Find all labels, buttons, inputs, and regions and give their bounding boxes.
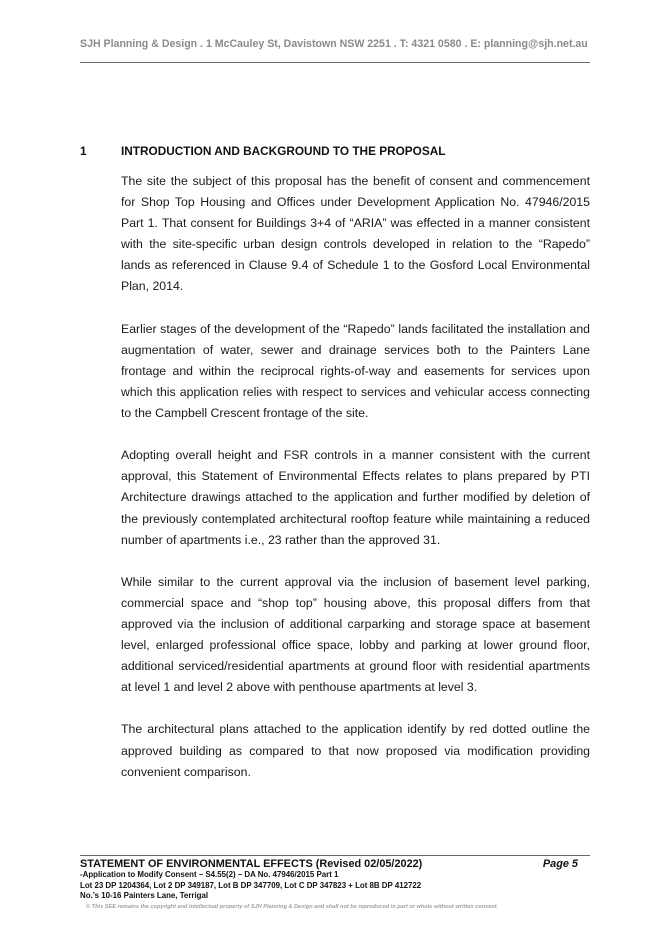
header-divider [80,62,590,63]
footer-divider [80,855,590,856]
paragraph-4: While similar to the current approval via the inclusion of basement level parking, commercial space and “shop top” housing above, this proposal differs from that approved via the inclusion of additional carparking and storage space at basement level, enlarged professional office space, lobby and parking at lower ground floor, additional serviced/residential apartments at ground floor with residential apartments at level 1 and level 2 above with penthouse apartments at level 3. [121,574,590,695]
page-footer [80,858,590,902]
paragraph-2: Earlier stages of the development of the “Rapedo” lands facilitated the installation and augmentation of water, sewer and drainage services both to the Painters Lane frontage and within the reciprocal rights-of-way and easements for services upon which this application relies with respect to services and vehicular access connecting to the Campbell Crescent frontage of the site. [121,321,590,421]
page-number: Page 5 [542,858,578,870]
paragraph-3: Adopting overall height and FSR controls in a manner consistent with the current approval, this Statement of Environmental Effects relates to plans prepared by PTI Architecture drawings attached to the application and further modified by deletion of the previously contemplated architectural rooftop feature while maintaining a reduced number of apartments i.e., 23 rather than the approved 31. [121,448,590,547]
footer-title: STATEMENT OF ENVIRONMENTAL EFFECTS (Revised 02/05/2022) [80,858,423,870]
body-text [121,171,590,804]
copyright-notice: © This SEE remains the copyright and intellectual property of SJH Planning & Design and shall not be reproduced in part or whole without written consent. [86,904,499,910]
footer-address-line: No.’s 10-16 Painters Lane, Terrigal [80,891,209,900]
paragraph-1: The site the subject of this proposal has the benefit of consent and commencement for Shop Top Housing and Offices under Development Application No. 47946/2015 Part 1. That consent for Buildings 3+4 of “ARIA” was effected in a manner consistent with the site-specific urban design controls developed in relation to the “Rapedo” lands as referenced in Clause 9.4 of Schedule 1 to the Gosford Local Environmental Plan, 2014. [121,174,590,294]
footer-lots-line: Lot 23 DP 1204364, Lot 2 DP 349187, Lot B DP 347709, Lot C DP 347823 + Lot 8B DP 412722 [80,880,422,890]
paragraph-5: The architectural plans attached to the application identify by red dotted outline the approved building as compared to that now proposed via modification providing convenient comparison. [121,722,590,779]
section-title: INTRODUCTION AND BACKGROUND TO THE PROPOSAL [121,144,446,158]
page-header: SJH Planning & Design . 1 McCauley St, Davistown NSW 2251 . T: 4321 0580 . E: planning@sjh.net.au [80,38,588,50]
footer-application-line: -Application to Modify Consent – S4.55(2) – DA No. 47946/2015 Part 1 [80,870,339,879]
section-number: 1 [80,144,87,158]
